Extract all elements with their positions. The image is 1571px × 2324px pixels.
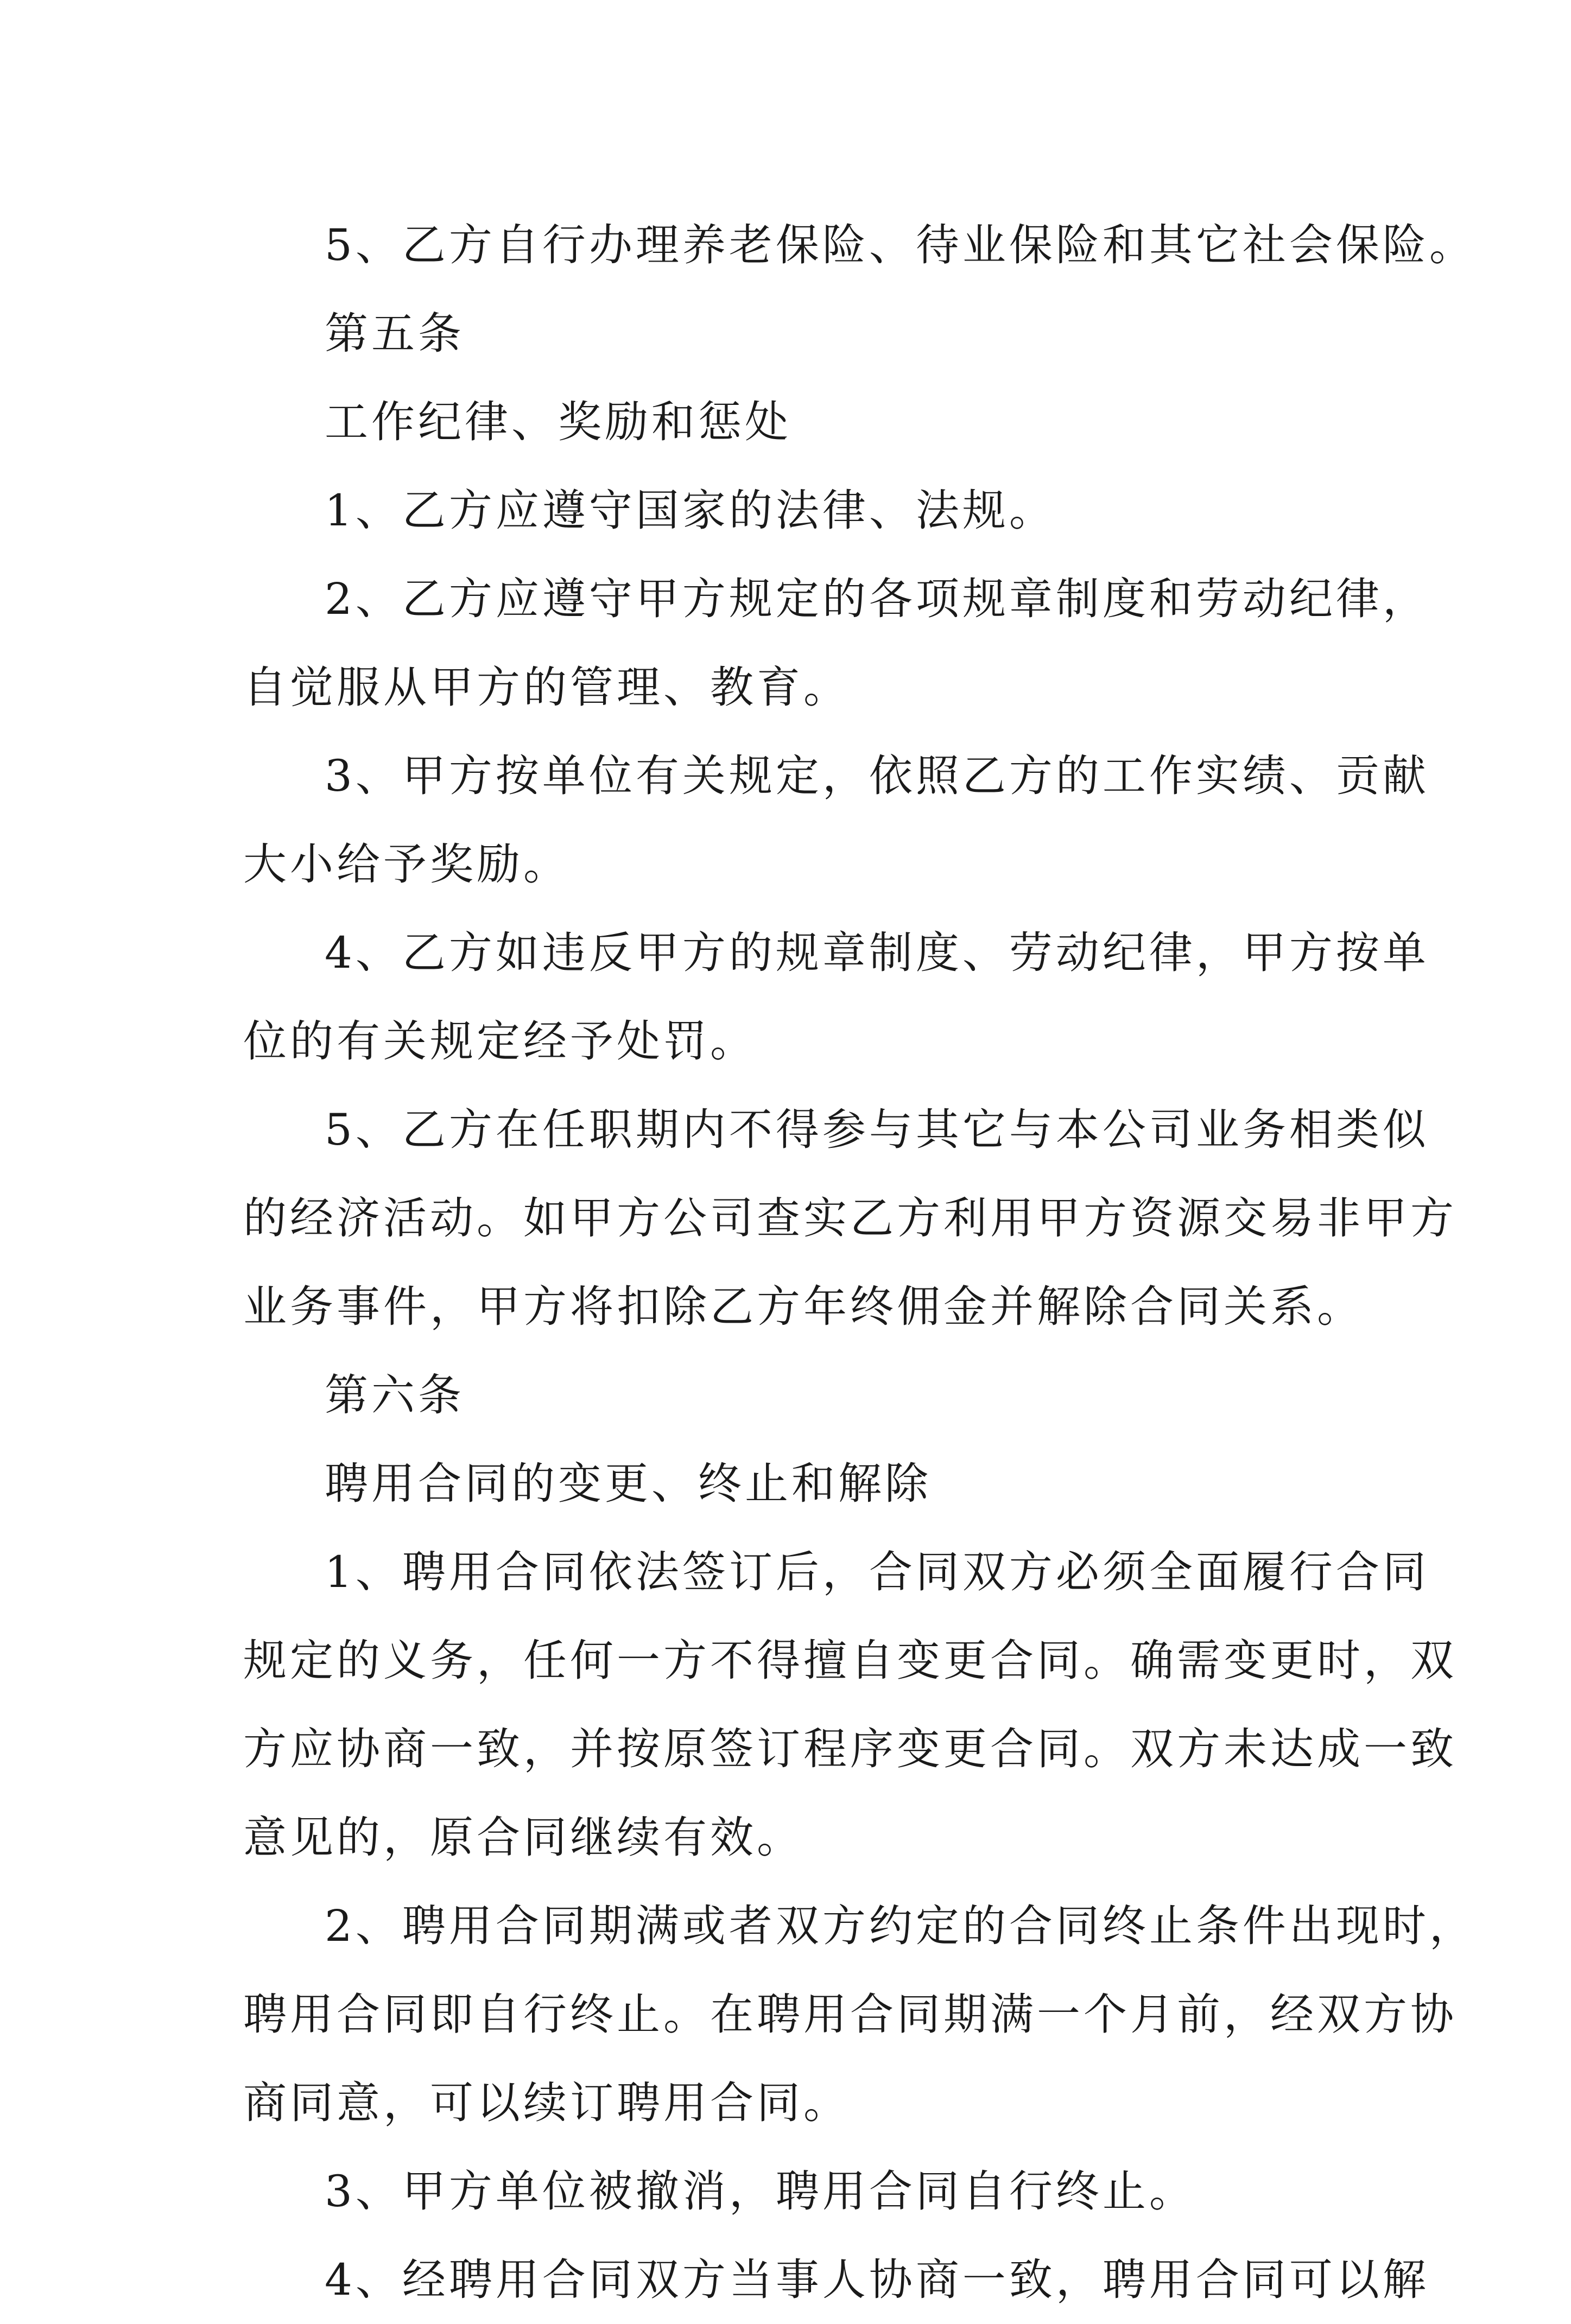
text-line: 商同意，可以续订聘用合同。 (243, 2078, 850, 2128)
text-line: 2、聘用合同期满或者双方约定的合同终止条件出现时， (325, 1901, 1476, 1951)
article-title: 聘用合同的变更、终止和解除 (325, 1458, 932, 1509)
text-line: 的经济活动。如甲方公司查实乙方利用甲方资源交易非甲方 (243, 1193, 1457, 1243)
text-line: 3、甲方单位被撤消，聘用合同自行终止。 (325, 2166, 1196, 2217)
text-line: 3、甲方按单位有关规定，依照乙方的工作实绩、贡献 (325, 751, 1429, 801)
article-heading: 第五条 (325, 308, 465, 359)
text-line: 4、乙方如违反甲方的规章制度、劳动纪律，甲方按单 (325, 928, 1429, 978)
text-line: 1、聘用合同依法签订后，合同双方必须全面履行合同 (325, 1547, 1429, 1597)
document-body (243, 201, 1476, 2324)
text-line: 位的有关规定经予处罚。 (243, 1016, 757, 1066)
text-line: 1、乙方应遵守国家的法律、法规。 (325, 485, 1056, 536)
text-line: 业务事件，甲方将扣除乙方年终佣金并解除合同关系。 (243, 1281, 1364, 1332)
text-line: 规定的义务，任何一方不得擅自变更合同。确需变更时，双 (243, 1635, 1457, 1686)
text-line: 5、乙方在任职期内不得参与其它与本公司业务相类似 (325, 1104, 1429, 1155)
article-title: 工作纪律、奖励和惩处 (325, 397, 791, 447)
text-line: 2、乙方应遵守甲方规定的各项规章制度和劳动纪律， (325, 574, 1429, 624)
text-line: 5、乙方自行办理养老保险、待业保险和其它社会保险。 (325, 220, 1476, 270)
text-line: 聘用合同即自行终止。在聘用合同期满一个月前，经双方协 (243, 1989, 1457, 2040)
text-line: 意见的，原合同继续有效。 (243, 1812, 803, 1863)
text-line: 自觉服从甲方的管理、教育。 (243, 662, 850, 713)
text-line: 大小给予奖励。 (243, 839, 570, 890)
article-heading: 第六条 (325, 1370, 465, 1420)
text-line: 方应协商一致，并按原签订程序变更合同。双方未达成一致 (243, 1724, 1457, 1774)
text-line: 4、经聘用合同双方当事人协商一致，聘用合同可以解 (325, 2255, 1429, 2305)
